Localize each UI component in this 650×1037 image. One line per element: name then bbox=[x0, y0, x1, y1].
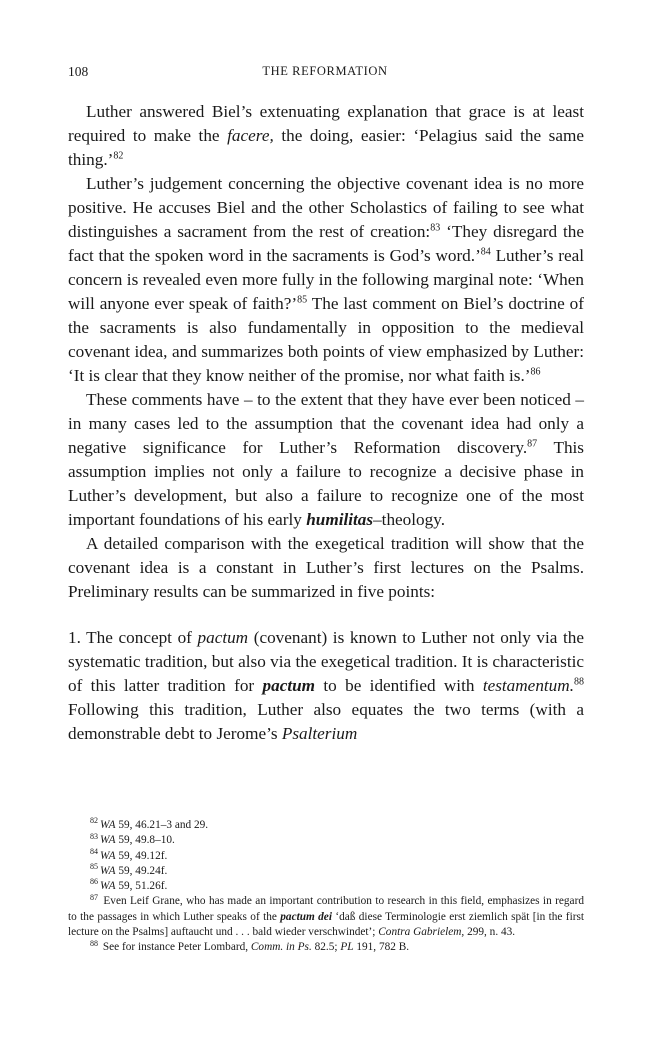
footnote-ref-85[interactable]: 85 bbox=[297, 294, 308, 306]
page-header bbox=[68, 64, 582, 86]
paragraph-4: A detailed comparison with the exegetical tradition will show that the covenant idea is a constant in Luther’s first lectures on the Psalms. Preliminary results can be summarized in five points: bbox=[68, 534, 584, 601]
footnote-ref-87[interactable]: 87 bbox=[527, 438, 538, 450]
footnote-88: $^{88}$ See for instance Peter Lombard, Comm. in Ps. 82.5; PL 191, 782 B. bbox=[90, 938, 410, 954]
footnote-ref-84[interactable]: 84 bbox=[480, 246, 491, 258]
footnote-ref-86[interactable]: 86 bbox=[530, 366, 541, 378]
paragraph-1: Luther answered Biel’s extenuating explanation that grace is at least required to make the facere, the doing, easier: ‘Pelagius said the same thing.’$^{82}$ bbox=[68, 102, 584, 169]
running-head: THE REFORMATION bbox=[262, 64, 388, 78]
footnote-ref-82[interactable]: 82 bbox=[113, 150, 124, 162]
footnotes bbox=[68, 818, 584, 956]
footnote-86: $^{86}$ WA 59, 51.26f. bbox=[90, 877, 168, 893]
paragraph-2: Luther’s judgement concerning the objective covenant idea is no more positive. He accuses Biel and the other Scholastics of failing to see what distinguishes a sacrament from the rest of creation:$^{83}$ ‘They disregard the fact that the spoken word in the sacraments is God’s word.’$^{84}$ Luther’s real concern is revealed even more fully in the following marginal note: ‘When will anyone ever speak of faith?’$^{85}$ The last comment on Biel’s doctrine of the sacraments is also fundamentally in opposition to the medieval covenant idea, and summarizes both points of view emphasized by Luther: ‘It is clear that they know neither of the promise, nor what faith is.’$^{86}$ bbox=[68, 174, 584, 385]
footnote-84: $^{84}$ WA 59, 49.12f. bbox=[90, 846, 168, 862]
numbered-point-1: 1. The concept of pactum (covenant) is known to Luther not only via the systematic tradition, but also via the exegetical tradition. It is characteristic of this latter tradition for pactum to be identified with testamentum.$^{88}$ Following this tradition, Luther also equates the two terms (with a demonstrable debt to Jerome’s Psalterium bbox=[68, 628, 585, 743]
page-number: 108 bbox=[68, 64, 89, 79]
section-gap bbox=[68, 604, 584, 626]
footnote-ref-83[interactable]: 83 bbox=[430, 222, 441, 234]
body-text bbox=[68, 100, 584, 746]
point-number: 1. bbox=[68, 628, 81, 647]
footnote-ref-88[interactable]: 88 bbox=[574, 676, 584, 688]
footnote-82: $^{82}$ WA 59, 46.21–3 and 29. bbox=[90, 816, 209, 831]
footnote-83: $^{83}$ WA 59, 49.8–10. bbox=[90, 831, 175, 847]
paragraph-3: These comments have – to the extent that they have ever been noticed – in many cases led to the assumption that the covenant idea had only a negative significance for Luther’s Reformation discovery.$^{87}$ This assumption implies not only a failure to recognize a decisive phase in Luther’s development, but also a failure to recognize one of the most important foundations of his early humilitas–theology. bbox=[68, 390, 584, 529]
footnote-87: $^{87}$ Even Leif Grane, who has made an important contribution to research in this field, emphasizes in regard to the passages in which Luther speaks of the pactum dei ‘daß diese Terminologie erst ziemlich spät [in the first lecture on the Psalms] auftaucht und . . . bald wieder verschwindet’; Contra Gabrielem, 299, n. 43. bbox=[68, 892, 585, 939]
footnote-85: $^{85}$ WA 59, 49.24f. bbox=[90, 862, 168, 877]
